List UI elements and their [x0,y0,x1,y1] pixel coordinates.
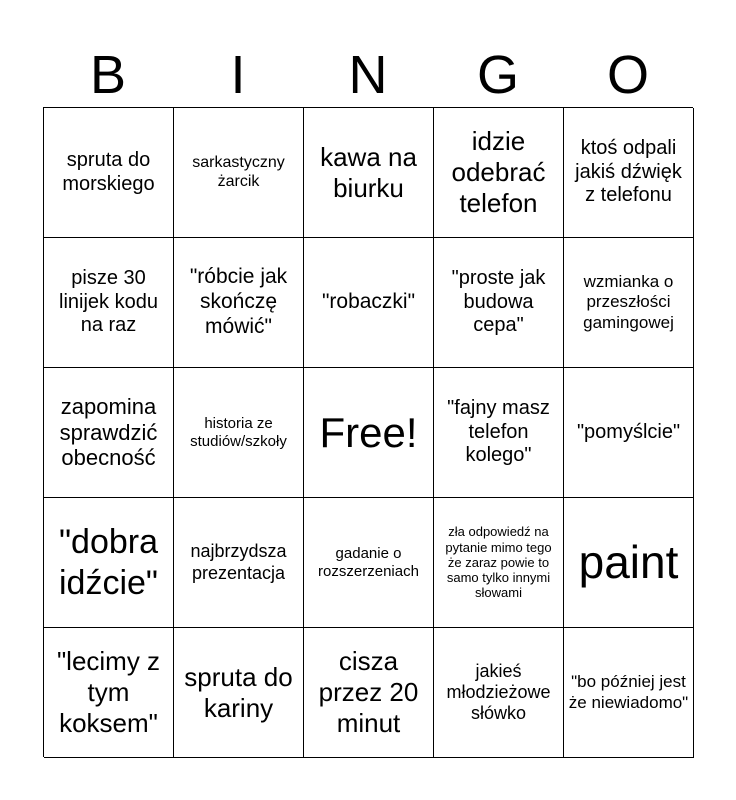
header-letter-o: O [606,45,649,105]
bingo-header [43,42,693,108]
bingo-cell[interactable]: historia ze studiów/szkoły [174,368,304,498]
bingo-cell[interactable]: gadanie o rozszerzeniach [304,498,434,628]
bingo-cell[interactable]: wzmianka o przeszłości gamingowej [564,238,694,368]
bingo-cell[interactable]: "dobra idźcie" [44,498,174,628]
free-cell[interactable]: Free! [304,368,434,498]
bingo-cell[interactable]: jakieś młodzieżowe słówko [434,628,564,758]
header-letter-n: N [348,45,388,105]
bingo-cell[interactable]: "bo później jest że niewiadomo" [564,628,694,758]
bingo-cell[interactable]: spruta do morskiego [44,108,174,238]
bingo-cell[interactable]: ktoś odpali jakiś dźwięk z telefonu [564,108,694,238]
header-letter-i: I [230,45,246,105]
bingo-cell[interactable]: "lecimy z tym koksem" [44,628,174,758]
bingo-board [43,107,693,757]
bingo-cell[interactable]: cisza przez 20 minut [304,628,434,758]
bingo-cell[interactable]: pisze 30 linijek kodu na raz [44,238,174,368]
bingo-cell[interactable]: najbrzydsza prezentacja [174,498,304,628]
bingo-cell[interactable]: "pomyślcie" [564,368,694,498]
bingo-cell[interactable]: "proste jak budowa cepa" [434,238,564,368]
bingo-cell[interactable]: idzie odebrać telefon [434,108,564,238]
bingo-cell[interactable]: spruta do kariny [174,628,304,758]
bingo-cell[interactable]: paint [564,498,694,628]
bingo-cell[interactable]: "robaczki" [304,238,434,368]
bingo-cell[interactable]: zła odpowiedź na pytanie mimo tego że zaraz powie to samo tylko innymi słowami [434,498,564,628]
header-letter-g: G [476,45,519,105]
bingo-cell[interactable]: "fajny masz telefon kolego" [434,368,564,498]
bingo-cell[interactable]: "róbcie jak skończę mówić" [174,238,304,368]
bingo-cell[interactable]: sarkastyczny żarcik [174,108,304,238]
bingo-cell[interactable]: zapomina sprawdzić obecność [44,368,174,498]
bingo-cell[interactable]: kawa na biurku [304,108,434,238]
header-letter-b: B [89,45,127,105]
